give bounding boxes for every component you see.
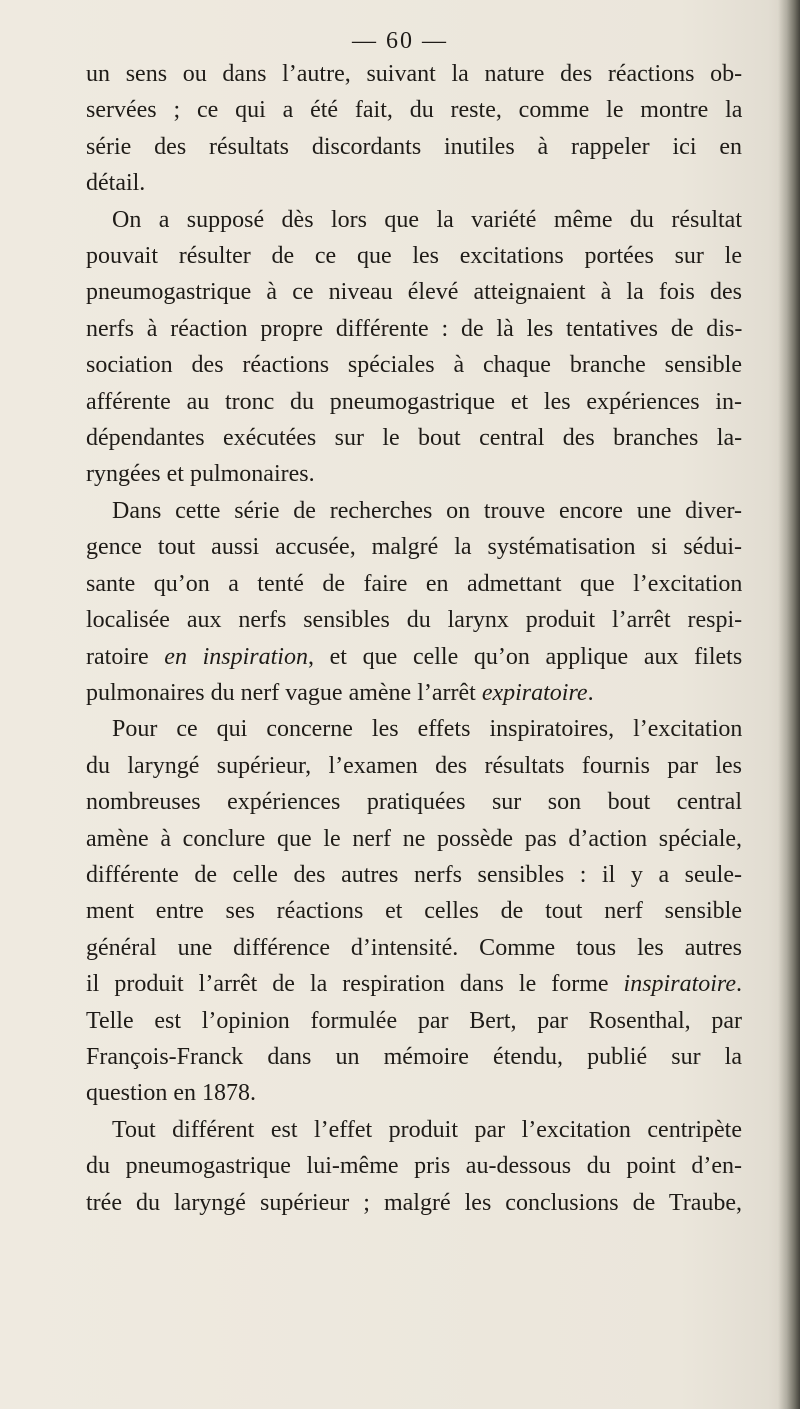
text-line: dépendantes exécutées sur le bout central des branches la-	[86, 425, 743, 452]
text-line: Pour ce qui concerne les effets inspiratoires, l’excitation	[112, 716, 743, 743]
text-line: servées ; ce qui a été fait, du reste, comme le montre la	[86, 97, 743, 124]
text-line: différente de celle des autres nerfs sensibles : il y a seule-	[86, 861, 742, 888]
text-line	[86, 639, 742, 675]
text-line: Tout différent est l’effet produit par l’excitation centripète	[112, 1116, 742, 1143]
text-line: ment entre ses réactions et celles de tout nerf sensible	[86, 898, 742, 925]
text-line: gence tout aussi accusée, malgré la systématisation si sédui-	[86, 534, 742, 561]
text-line: sociation des réactions spéciales à chaque branche sensible	[86, 352, 742, 379]
italic-term: inspiratoire	[623, 971, 736, 998]
page-number: — 60 —	[352, 28, 448, 54]
text-line: général une différence d’intensité. Comme tous les autres	[86, 934, 742, 961]
text-line: trée du laryngé supérieur ; malgré les conclusions de Traube,	[86, 1189, 742, 1216]
text-line: localisée aux nerfs sensibles du larynx produit l’arrêt respi-	[86, 607, 743, 634]
text-line: pneumogastrique à ce niveau élevé atteignaient à la fois des	[86, 279, 742, 306]
page-binding-shadow	[778, 0, 800, 1409]
italic-term: en inspiration	[164, 643, 308, 670]
text-line: un sens ou dans l’autre, suivant la nature des réactions ob-	[86, 61, 743, 87]
text-line	[86, 966, 742, 1002]
italic-term: expiratoire	[481, 679, 588, 706]
text-line: détail.	[86, 170, 146, 197]
text-line: question en 1878.	[86, 1080, 256, 1107]
text-line: Dans cette série de recherches on trouve encore une diver-	[112, 497, 742, 524]
text-line: pouvait résulter de ce que les excitations portées sur le	[86, 243, 742, 270]
text-line: Telle est l’opinion formulée par Bert, par Rosenthal, par	[86, 1007, 742, 1034]
text-line: On a supposé dès lors que la variété même du résultat	[112, 206, 742, 233]
text-line: amène à conclure que le nerf ne possède pas d’action spéciale,	[86, 825, 743, 852]
text-line	[86, 675, 742, 711]
text-segment: ratoire	[86, 643, 165, 670]
text-line: du laryngé supérieur, l’examen des résultats fournis par les	[86, 752, 742, 779]
text-line: série des résultats discordants inutiles à rappeler ici en	[86, 133, 742, 160]
text-segment: pulmonaires du nerf vague amène l’arrêt	[86, 679, 482, 706]
text-line: du pneumogastrique lui-même pris au-dessous du point d’en-	[86, 1153, 742, 1180]
text-line: nerfs à réaction propre différente : de là les tentatives de dis-	[86, 315, 743, 342]
text-line: afférente au tronc du pneumogastrique et les expériences in-	[86, 388, 742, 415]
text-line: nombreuses expériences pratiquées sur son bout central	[86, 789, 742, 816]
text-segment: .	[736, 971, 742, 998]
text-segment: , et que celle qu’on applique aux filets	[307, 643, 743, 670]
text-segment: il produit l’arrêt de la respiration dans le forme	[86, 971, 624, 998]
text-line: sante qu’on a tenté de faire en admettant que l’excitation	[86, 570, 743, 597]
text-segment: .	[587, 679, 594, 706]
text-line: ryngées et pulmonaires.	[86, 461, 315, 488]
body-text	[86, 56, 742, 1221]
text-line: François-Franck dans un mémoire étendu, publié sur la	[86, 1043, 742, 1070]
